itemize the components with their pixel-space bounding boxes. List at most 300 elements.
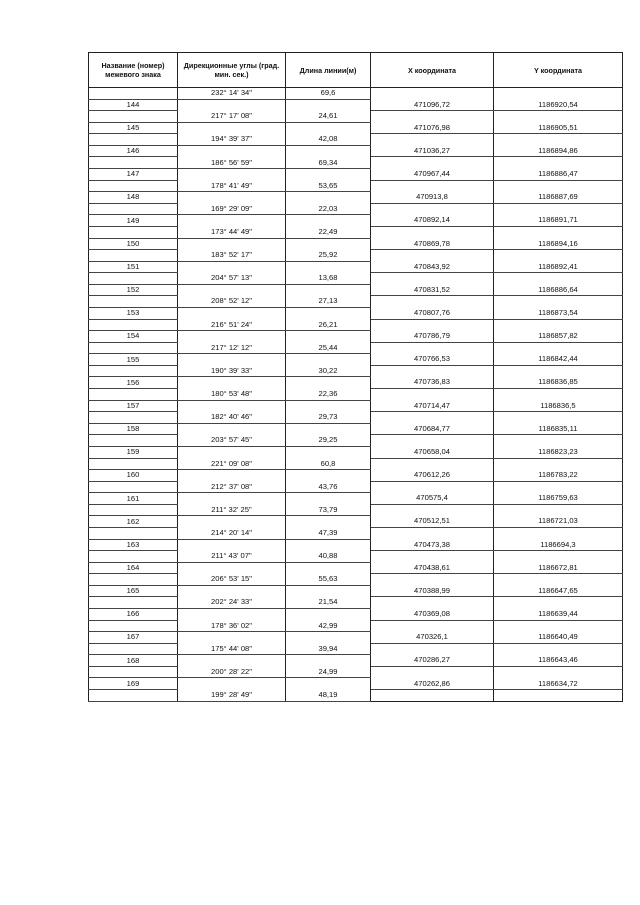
line-length-cell: 53,65 xyxy=(286,180,371,192)
empty-cell xyxy=(89,134,178,146)
y-coordinate-cell: 1186783,22 xyxy=(494,470,623,482)
segment-row xyxy=(89,504,623,516)
point-row xyxy=(89,632,623,644)
empty-cell xyxy=(89,574,178,586)
x-coordinate-cell: 471036,27 xyxy=(371,145,494,157)
direction-angle-cell: 217° 12' 12" xyxy=(178,342,286,354)
y-coordinate-cell: 1186721,03 xyxy=(494,516,623,528)
empty-cell xyxy=(494,458,623,470)
segment-row xyxy=(89,365,623,377)
direction-angle-cell: 200° 28' 22" xyxy=(178,666,286,678)
direction-angle-cell: 211° 32' 25" xyxy=(178,504,286,516)
x-coordinate-cell: 470575,4 xyxy=(371,493,494,505)
segment-row xyxy=(89,527,623,539)
empty-cell xyxy=(89,203,178,215)
empty-cell xyxy=(286,331,371,343)
point-row xyxy=(89,377,623,389)
point-row xyxy=(89,400,623,412)
direction-angle-cell: 190° 39' 33" xyxy=(178,365,286,377)
empty-cell xyxy=(494,226,623,238)
line-length-cell: 48,19 xyxy=(286,690,371,702)
empty-cell xyxy=(286,284,371,296)
y-coordinate-cell: 1186643,46 xyxy=(494,655,623,667)
point-row xyxy=(89,423,623,435)
x-coordinate-cell: 470473,38 xyxy=(371,539,494,551)
direction-angle-cell: 211° 43' 07" xyxy=(178,551,286,563)
point-row xyxy=(89,145,623,157)
segment-row xyxy=(89,551,623,563)
empty-cell xyxy=(89,296,178,308)
empty-cell xyxy=(286,678,371,690)
x-coordinate-cell: 470262,86 xyxy=(371,678,494,690)
point-row xyxy=(89,470,623,482)
segment-row xyxy=(89,643,623,655)
direction-angle-cell: 186° 56' 59" xyxy=(178,157,286,169)
direction-angle-cell: 169° 29' 09" xyxy=(178,203,286,215)
point-name-cell: 148 xyxy=(89,192,178,204)
point-name-cell: 153 xyxy=(89,307,178,319)
direction-angle-cell: 182° 40' 46" xyxy=(178,412,286,424)
point-row xyxy=(89,539,623,551)
empty-cell xyxy=(286,238,371,250)
direction-angle-cell: 178° 36' 02" xyxy=(178,620,286,632)
direction-angle-cell: 194° 39' 37" xyxy=(178,134,286,146)
empty-cell xyxy=(286,354,371,366)
empty-cell xyxy=(178,284,286,296)
line-length-cell: 69,6 xyxy=(286,88,371,100)
segment-row xyxy=(89,435,623,447)
empty-cell xyxy=(178,238,286,250)
empty-cell xyxy=(286,585,371,597)
direction-angle-cell: 204° 57' 13" xyxy=(178,273,286,285)
point-row xyxy=(89,493,623,505)
empty-cell xyxy=(89,551,178,563)
direction-angle-cell: 178° 41' 49" xyxy=(178,180,286,192)
header-x-coordinate: X координата xyxy=(371,53,494,88)
empty-cell xyxy=(89,690,178,702)
line-length-cell: 30,22 xyxy=(286,365,371,377)
point-name-cell: 155 xyxy=(89,354,178,366)
y-coordinate-cell: 1186647,65 xyxy=(494,585,623,597)
x-coordinate-cell: 470736,83 xyxy=(371,377,494,389)
point-row xyxy=(89,609,623,621)
segment-row xyxy=(89,250,623,262)
point-name-cell: 145 xyxy=(89,122,178,134)
empty-cell xyxy=(371,504,494,516)
empty-cell xyxy=(494,273,623,285)
point-name-cell: 164 xyxy=(89,562,178,574)
y-coordinate-cell: 1186920,54 xyxy=(494,99,623,111)
segment-row xyxy=(89,296,623,308)
empty-cell xyxy=(494,643,623,655)
point-row xyxy=(89,562,623,574)
empty-cell xyxy=(89,226,178,238)
point-row xyxy=(89,331,623,343)
empty-cell xyxy=(371,342,494,354)
empty-cell xyxy=(89,458,178,470)
empty-cell xyxy=(286,632,371,644)
direction-angle-cell: 216° 51' 24" xyxy=(178,319,286,331)
segment-row xyxy=(89,666,623,678)
x-coordinate-cell: 470684,77 xyxy=(371,423,494,435)
table-body xyxy=(89,88,623,702)
empty-cell xyxy=(89,527,178,539)
empty-cell xyxy=(89,88,178,100)
line-length-cell: 29,25 xyxy=(286,435,371,447)
empty-cell xyxy=(178,539,286,551)
empty-cell xyxy=(371,250,494,262)
empty-cell xyxy=(371,551,494,563)
y-coordinate-cell: 1186835,11 xyxy=(494,423,623,435)
empty-cell xyxy=(494,319,623,331)
empty-cell xyxy=(286,446,371,458)
empty-cell xyxy=(371,111,494,123)
x-coordinate-cell: 471096,72 xyxy=(371,99,494,111)
empty-cell xyxy=(494,203,623,215)
empty-cell xyxy=(371,389,494,401)
empty-cell xyxy=(178,192,286,204)
y-coordinate-cell: 1186694,3 xyxy=(494,539,623,551)
x-coordinate-cell: 470369,08 xyxy=(371,609,494,621)
coordinates-table xyxy=(88,52,623,702)
y-coordinate-cell: 1186905,51 xyxy=(494,122,623,134)
y-coordinate-cell: 1186891,71 xyxy=(494,215,623,227)
y-coordinate-cell: 1186672,81 xyxy=(494,562,623,574)
point-name-cell: 150 xyxy=(89,238,178,250)
direction-angle-cell: 203° 57' 45" xyxy=(178,435,286,447)
point-name-cell: 154 xyxy=(89,331,178,343)
empty-cell xyxy=(178,169,286,181)
point-row xyxy=(89,238,623,250)
empty-cell xyxy=(286,145,371,157)
x-coordinate-cell: 471076,98 xyxy=(371,122,494,134)
segment-row xyxy=(89,88,623,100)
line-length-cell: 22,36 xyxy=(286,389,371,401)
empty-cell xyxy=(178,331,286,343)
line-length-cell: 22,49 xyxy=(286,226,371,238)
y-coordinate-cell: 1186886,64 xyxy=(494,284,623,296)
x-coordinate-cell: 470843,92 xyxy=(371,261,494,273)
empty-cell xyxy=(178,423,286,435)
direction-angle-cell: 221° 09' 08" xyxy=(178,458,286,470)
empty-cell xyxy=(494,296,623,308)
segment-row xyxy=(89,389,623,401)
line-length-cell: 24,61 xyxy=(286,111,371,123)
line-length-cell: 24,99 xyxy=(286,666,371,678)
x-coordinate-cell: 470286,27 xyxy=(371,655,494,667)
point-name-cell: 146 xyxy=(89,145,178,157)
empty-cell xyxy=(371,180,494,192)
empty-cell xyxy=(89,180,178,192)
point-row xyxy=(89,307,623,319)
line-length-cell: 73,79 xyxy=(286,504,371,516)
point-name-cell: 147 xyxy=(89,169,178,181)
line-length-cell: 21,54 xyxy=(286,597,371,609)
line-length-cell: 42,99 xyxy=(286,620,371,632)
empty-cell xyxy=(89,504,178,516)
empty-cell xyxy=(286,215,371,227)
empty-cell xyxy=(286,516,371,528)
x-coordinate-cell: 470438,61 xyxy=(371,562,494,574)
segment-row xyxy=(89,597,623,609)
table-header-row xyxy=(89,53,623,88)
empty-cell xyxy=(371,435,494,447)
empty-cell xyxy=(371,666,494,678)
empty-cell xyxy=(371,134,494,146)
empty-cell xyxy=(286,493,371,505)
point-row xyxy=(89,655,623,667)
empty-cell xyxy=(178,145,286,157)
line-length-cell: 25,44 xyxy=(286,342,371,354)
empty-cell xyxy=(178,307,286,319)
direction-angle-cell: 214° 20' 14" xyxy=(178,527,286,539)
direction-angle-cell: 208° 52' 12" xyxy=(178,296,286,308)
empty-cell xyxy=(286,470,371,482)
empty-cell xyxy=(371,319,494,331)
empty-cell xyxy=(178,354,286,366)
point-row xyxy=(89,585,623,597)
line-length-cell: 26,21 xyxy=(286,319,371,331)
segment-row xyxy=(89,226,623,238)
empty-cell xyxy=(494,412,623,424)
empty-cell xyxy=(371,458,494,470)
empty-cell xyxy=(371,203,494,215)
empty-cell xyxy=(371,597,494,609)
point-name-cell: 165 xyxy=(89,585,178,597)
empty-cell xyxy=(286,169,371,181)
empty-cell xyxy=(494,250,623,262)
direction-angle-cell: 175° 44' 08" xyxy=(178,643,286,655)
x-coordinate-cell: 470831,52 xyxy=(371,284,494,296)
x-coordinate-cell: 470388,99 xyxy=(371,585,494,597)
empty-cell xyxy=(371,365,494,377)
x-coordinate-cell: 470714,47 xyxy=(371,400,494,412)
y-coordinate-cell: 1186873,54 xyxy=(494,307,623,319)
line-length-cell: 40,88 xyxy=(286,551,371,563)
point-row xyxy=(89,122,623,134)
x-coordinate-cell: 470786,79 xyxy=(371,331,494,343)
empty-cell xyxy=(89,365,178,377)
empty-cell xyxy=(286,562,371,574)
empty-cell xyxy=(494,481,623,493)
empty-cell xyxy=(494,666,623,678)
empty-cell xyxy=(286,400,371,412)
empty-cell xyxy=(178,585,286,597)
empty-cell xyxy=(371,412,494,424)
empty-cell xyxy=(89,389,178,401)
empty-cell xyxy=(494,134,623,146)
y-coordinate-cell: 1186857,82 xyxy=(494,331,623,343)
empty-cell xyxy=(286,423,371,435)
x-coordinate-cell: 470913,8 xyxy=(371,192,494,204)
y-coordinate-cell: 1186759,63 xyxy=(494,493,623,505)
segment-row xyxy=(89,319,623,331)
empty-cell xyxy=(89,111,178,123)
direction-angle-cell: 206° 53' 15" xyxy=(178,574,286,586)
x-coordinate-cell: 470512,51 xyxy=(371,516,494,528)
empty-cell xyxy=(89,643,178,655)
empty-cell xyxy=(494,180,623,192)
point-row xyxy=(89,192,623,204)
header-direction-angle: Дирекционные углы (град. мин. сек.) xyxy=(178,53,286,88)
direction-angle-cell: 217° 17' 08" xyxy=(178,111,286,123)
empty-cell xyxy=(494,111,623,123)
point-row xyxy=(89,516,623,528)
empty-cell xyxy=(371,620,494,632)
line-length-cell: 42,08 xyxy=(286,134,371,146)
point-name-cell: 158 xyxy=(89,423,178,435)
x-coordinate-cell: 470892,14 xyxy=(371,215,494,227)
empty-cell xyxy=(178,493,286,505)
segment-row xyxy=(89,481,623,493)
line-length-cell: 25,92 xyxy=(286,250,371,262)
empty-cell xyxy=(494,551,623,563)
empty-cell xyxy=(89,157,178,169)
empty-cell xyxy=(178,632,286,644)
empty-cell xyxy=(286,655,371,667)
y-coordinate-cell: 1186894,16 xyxy=(494,238,623,250)
point-row xyxy=(89,446,623,458)
empty-cell xyxy=(178,470,286,482)
empty-cell xyxy=(494,365,623,377)
point-row xyxy=(89,215,623,227)
empty-cell xyxy=(178,655,286,667)
empty-cell xyxy=(178,678,286,690)
segment-row xyxy=(89,180,623,192)
x-coordinate-cell: 470869,78 xyxy=(371,238,494,250)
point-name-cell: 152 xyxy=(89,284,178,296)
direction-angle-cell: 180° 53' 48" xyxy=(178,389,286,401)
y-coordinate-cell: 1186892,41 xyxy=(494,261,623,273)
empty-cell xyxy=(494,620,623,632)
header-y-coordinate: Y координата xyxy=(494,53,623,88)
point-name-cell: 156 xyxy=(89,377,178,389)
empty-cell xyxy=(371,88,494,100)
empty-cell xyxy=(494,389,623,401)
point-name-cell: 162 xyxy=(89,516,178,528)
empty-cell xyxy=(178,516,286,528)
empty-cell xyxy=(178,122,286,134)
empty-cell xyxy=(178,400,286,412)
x-coordinate-cell: 470807,76 xyxy=(371,307,494,319)
line-length-cell: 39,94 xyxy=(286,643,371,655)
empty-cell xyxy=(89,620,178,632)
empty-cell xyxy=(286,307,371,319)
empty-cell xyxy=(494,527,623,539)
empty-cell xyxy=(494,88,623,100)
empty-cell xyxy=(89,597,178,609)
point-name-cell: 151 xyxy=(89,261,178,273)
x-coordinate-cell: 470326,1 xyxy=(371,632,494,644)
point-name-cell: 169 xyxy=(89,678,178,690)
y-coordinate-cell: 1186639,44 xyxy=(494,609,623,621)
empty-cell xyxy=(371,296,494,308)
empty-cell xyxy=(494,690,623,702)
empty-cell xyxy=(286,539,371,551)
segment-row xyxy=(89,134,623,146)
direction-angle-cell: 173° 44' 49" xyxy=(178,226,286,238)
empty-cell xyxy=(494,342,623,354)
header-line-length: Длина линии(м) xyxy=(286,53,371,88)
empty-cell xyxy=(286,609,371,621)
point-name-cell: 161 xyxy=(89,493,178,505)
empty-cell xyxy=(371,643,494,655)
point-name-cell: 163 xyxy=(89,539,178,551)
y-coordinate-cell: 1186836,5 xyxy=(494,400,623,412)
y-coordinate-cell: 1186640,49 xyxy=(494,632,623,644)
empty-cell xyxy=(178,609,286,621)
y-coordinate-cell: 1186823,23 xyxy=(494,446,623,458)
line-length-cell: 60,8 xyxy=(286,458,371,470)
point-name-cell: 168 xyxy=(89,655,178,667)
empty-cell xyxy=(286,192,371,204)
x-coordinate-cell: 470766,53 xyxy=(371,354,494,366)
direction-angle-cell: 183° 52' 17" xyxy=(178,250,286,262)
point-name-cell: 160 xyxy=(89,470,178,482)
direction-angle-cell: 212° 37' 08" xyxy=(178,481,286,493)
empty-cell xyxy=(371,574,494,586)
empty-cell xyxy=(494,504,623,516)
empty-cell xyxy=(494,597,623,609)
empty-cell xyxy=(178,99,286,111)
empty-cell xyxy=(371,481,494,493)
y-coordinate-cell: 1186842,44 xyxy=(494,354,623,366)
y-coordinate-cell: 1186836,85 xyxy=(494,377,623,389)
empty-cell xyxy=(89,481,178,493)
x-coordinate-cell: 470967,44 xyxy=(371,169,494,181)
empty-cell xyxy=(494,574,623,586)
y-coordinate-cell: 1186886,47 xyxy=(494,169,623,181)
point-name-cell: 144 xyxy=(89,99,178,111)
y-coordinate-cell: 1186894,86 xyxy=(494,145,623,157)
segment-row xyxy=(89,203,623,215)
empty-cell xyxy=(178,446,286,458)
empty-cell xyxy=(178,261,286,273)
empty-cell xyxy=(286,261,371,273)
empty-cell xyxy=(89,342,178,354)
line-length-cell: 69,34 xyxy=(286,157,371,169)
empty-cell xyxy=(371,157,494,169)
empty-cell xyxy=(494,157,623,169)
empty-cell xyxy=(371,273,494,285)
y-coordinate-cell: 1186887,69 xyxy=(494,192,623,204)
segment-row xyxy=(89,620,623,632)
point-name-cell: 167 xyxy=(89,632,178,644)
point-row xyxy=(89,354,623,366)
empty-cell xyxy=(178,215,286,227)
point-row xyxy=(89,284,623,296)
segment-row xyxy=(89,412,623,424)
x-coordinate-cell: 470658,04 xyxy=(371,446,494,458)
empty-cell xyxy=(89,435,178,447)
empty-cell xyxy=(89,250,178,262)
header-point-name: Название (номер) межевого знака xyxy=(89,53,178,88)
segment-row xyxy=(89,574,623,586)
y-coordinate-cell: 1186634,72 xyxy=(494,678,623,690)
empty-cell xyxy=(286,99,371,111)
point-row xyxy=(89,169,623,181)
empty-cell xyxy=(89,666,178,678)
empty-cell xyxy=(286,377,371,389)
empty-cell xyxy=(178,377,286,389)
segment-row xyxy=(89,157,623,169)
point-row xyxy=(89,99,623,111)
point-name-cell: 149 xyxy=(89,215,178,227)
segment-row xyxy=(89,458,623,470)
line-length-cell: 22,03 xyxy=(286,203,371,215)
line-length-cell: 13,68 xyxy=(286,273,371,285)
direction-angle-cell: 232° 14' 34" xyxy=(178,88,286,100)
